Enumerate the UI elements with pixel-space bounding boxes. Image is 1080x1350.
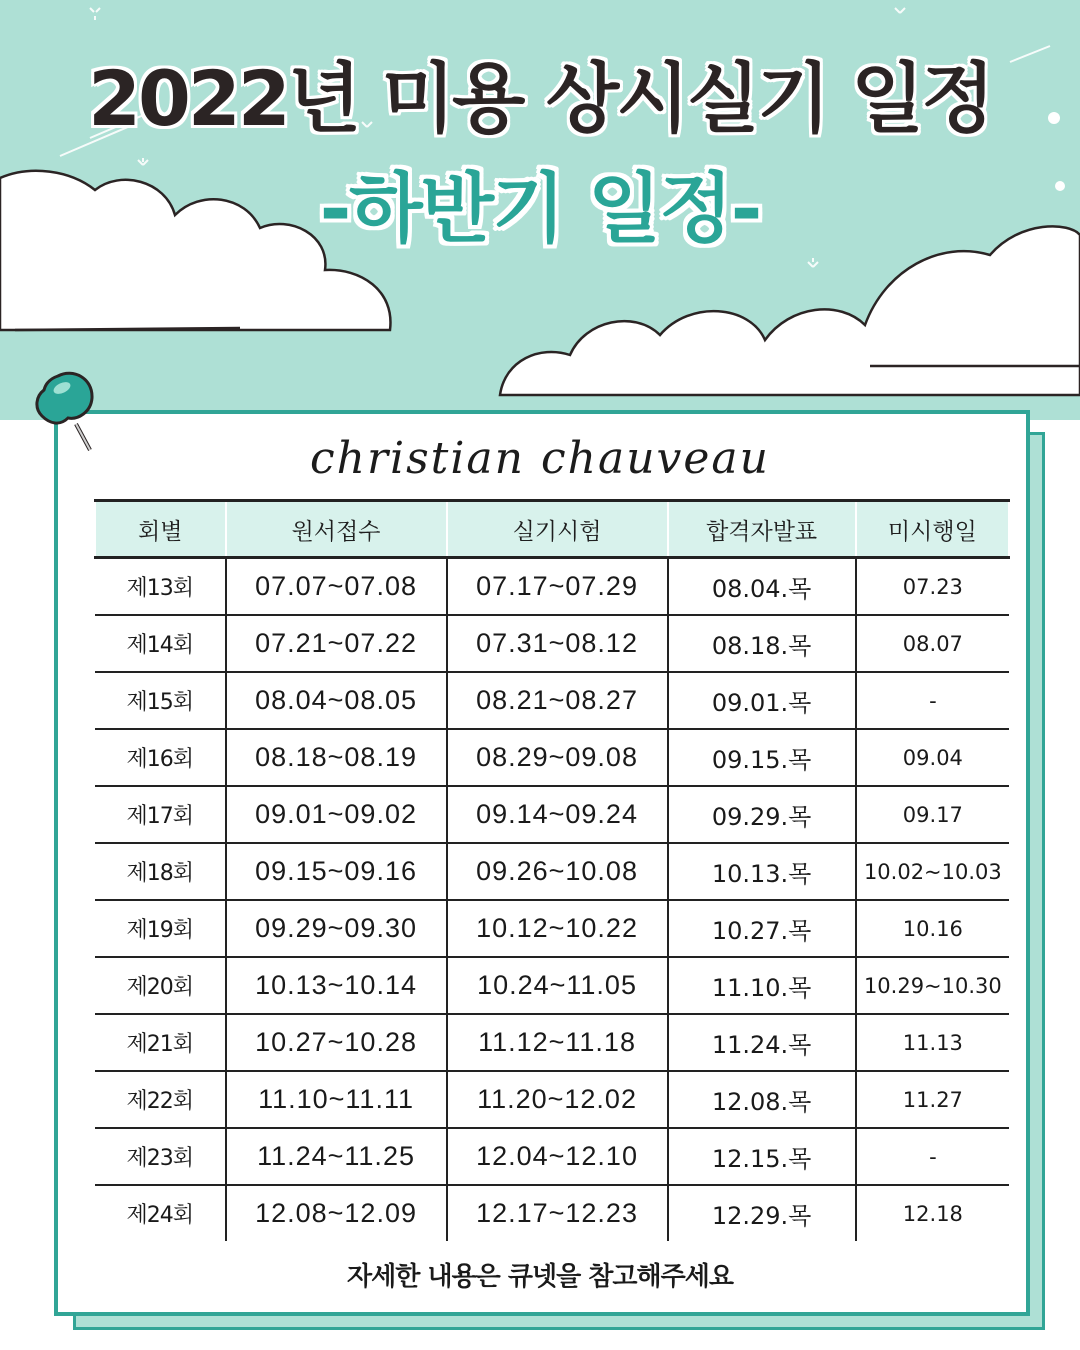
table-cell: 11.27 [856,1071,1009,1128]
table-cell: 07.07~07.08 [226,558,447,616]
table-cell: 08.21~08.27 [447,672,668,729]
table-header-row [95,501,1009,558]
table-cell: 09.01~09.02 [226,786,447,843]
table-cell: 제18회 [95,843,226,900]
table-cell: 10.24~11.05 [447,957,668,1014]
table-row [95,786,1009,843]
table-cell: 제16회 [95,729,226,786]
column-header: 원서접수 [226,501,447,558]
table-cell: 제13회 [95,558,226,616]
table-cell: 제21회 [95,1014,226,1071]
table-cell: 제23회 [95,1128,226,1185]
column-header: 합격자발표 [668,501,856,558]
table-cell: 09.04 [856,729,1009,786]
table-cell: 10.12~10.22 [447,900,668,957]
table-cell: 09.26~10.08 [447,843,668,900]
table-cell: 12.29.목 [668,1185,856,1241]
table-cell: 12.08~12.09 [226,1185,447,1241]
table-row [95,672,1009,729]
table-cell: 12.17~12.23 [447,1185,668,1241]
table-cell: 08.18.목 [668,615,856,672]
table-row [95,729,1009,786]
table-cell: 11.24.목 [668,1014,856,1071]
table-cell: 제17회 [95,786,226,843]
table-cell: 10.27~10.28 [226,1014,447,1071]
table-cell: 제15회 [95,672,226,729]
table-cell: 12.15.목 [668,1128,856,1185]
schedule-table [94,499,1010,1241]
table-cell: - [856,1128,1009,1185]
footer-note: 자세한 내용은 큐넷을 참고해주세요 [347,1262,733,1292]
table-cell: 12.08.목 [668,1071,856,1128]
table-cell: 제22회 [95,1071,226,1128]
table-cell: 11.13 [856,1014,1009,1071]
table-row [95,1071,1009,1128]
table-row [95,900,1009,957]
table-cell: 08.04~08.05 [226,672,447,729]
table-cell: 09.17 [856,786,1009,843]
table-cell: 10.02~10.03 [856,843,1009,900]
column-header: 회별 [95,501,226,558]
table-cell: 07.31~08.12 [447,615,668,672]
table-cell: 11.20~12.02 [447,1071,668,1128]
table-cell: - [856,672,1009,729]
table-row [95,957,1009,1014]
table-row [95,615,1009,672]
table-row [95,843,1009,900]
table-cell: 제19회 [95,900,226,957]
table-cell: 09.15.목 [668,729,856,786]
table-body [95,558,1009,1242]
table-cell: 09.14~09.24 [447,786,668,843]
page-title: 2022년 미용 상시실기 일정 [88,54,992,143]
table-cell: 11.10~11.11 [226,1071,447,1128]
table-cell: 10.13.목 [668,843,856,900]
table-cell: 10.27.목 [668,900,856,957]
page-subtitle: -하반기 일정- [319,164,761,253]
table-cell: 12.18 [856,1185,1009,1241]
table-cell: 09.15~09.16 [226,843,447,900]
table-row [95,1014,1009,1071]
table-cell: 08.07 [856,615,1009,672]
table-cell: 08.29~09.08 [447,729,668,786]
table-cell: 제20회 [95,957,226,1014]
table-cell: 10.16 [856,900,1009,957]
table-cell: 09.29.목 [668,786,856,843]
table-cell: 10.13~10.14 [226,957,447,1014]
table-cell: 07.23 [856,558,1009,616]
brand-name: christian chauveau [310,433,770,484]
table-cell: 10.29~10.30 [856,957,1009,1014]
table-cell: 09.01.목 [668,672,856,729]
table-cell: 09.29~09.30 [226,900,447,957]
table-row [95,1185,1009,1241]
column-header: 미시행일 [856,501,1009,558]
table-cell: 제14회 [95,615,226,672]
table-cell: 08.04.목 [668,558,856,616]
table-row [95,558,1009,616]
table-cell: 11.10.목 [668,957,856,1014]
table-cell: 제24회 [126,1203,194,1228]
table-cell: 07.21~07.22 [226,615,447,672]
table-cell: 08.18~08.19 [226,729,447,786]
table-cell: 11.24~11.25 [226,1128,447,1185]
table-cell: 07.17~07.29 [447,558,668,616]
column-header: 실기시험 [447,501,668,558]
table-cell: 12.04~12.10 [447,1128,668,1185]
table-row [95,1128,1009,1185]
table-cell: 11.12~11.18 [447,1014,668,1071]
